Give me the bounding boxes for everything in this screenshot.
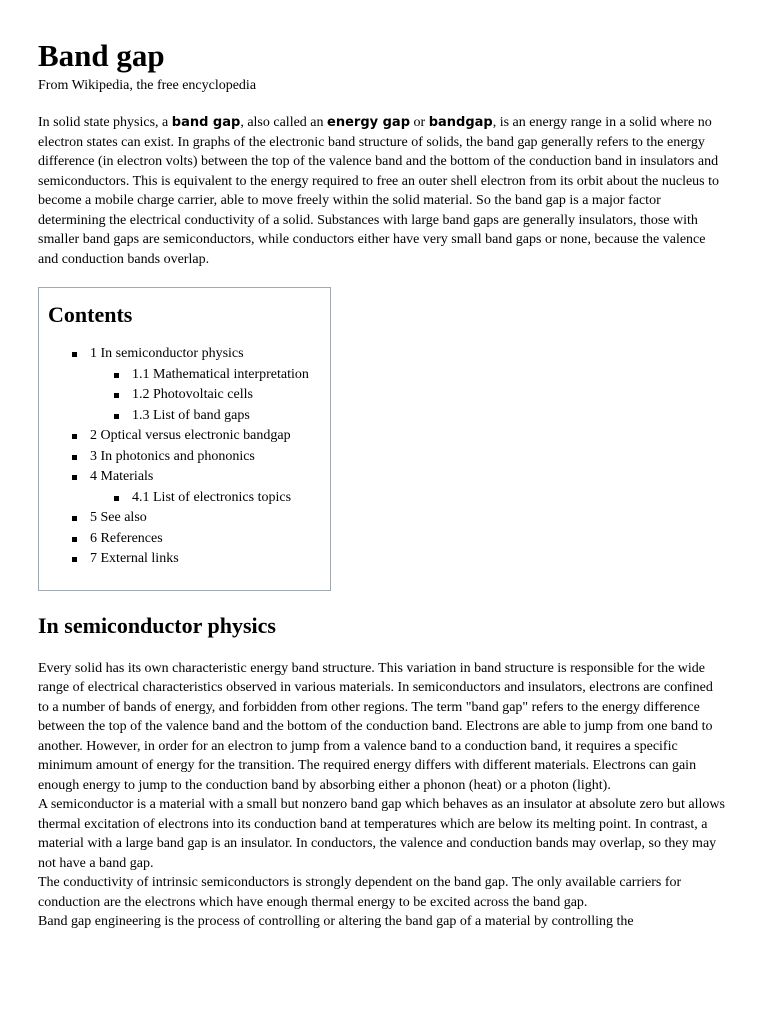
toc-sublist [90, 488, 330, 509]
toc-item-label[interactable]: 5 See also [90, 510, 147, 525]
toc-item-label[interactable]: 1 In semiconductor physics [90, 346, 244, 361]
bullet-icon [114, 393, 119, 398]
toc-item-label[interactable]: 3 In photonics and phononics [90, 448, 255, 464]
intro-paragraph [38, 113, 726, 269]
bullet-icon [114, 414, 119, 419]
bullet-icon [72, 455, 77, 460]
toc-item-label[interactable]: 7 External links [90, 551, 179, 566]
page-subtitle: From Wikipedia, the free encyclopedia [38, 78, 257, 93]
section-heading: In semiconductor physics [38, 612, 276, 638]
toc-item[interactable] [90, 447, 330, 468]
toc-subitem[interactable] [132, 385, 330, 406]
bullet-icon [72, 537, 77, 542]
toc-item-label[interactable]: 4 Materials [90, 469, 154, 484]
section-paragraph: A semiconductor is a material with a small but nonzero band gap which behaves as an insulator at absolute zero but allows thermal excitation of electrons into its conduction band at temperatures which are below its melting point. In contrast, a material with a large band gap is an insulator. In conductors, the valence and conduction bands may overlap, so they may not have a band gap. [38, 797, 725, 871]
toc-item[interactable] [90, 426, 330, 447]
toc-subitem[interactable] [132, 488, 330, 509]
toc-item[interactable] [90, 549, 330, 570]
toc-item-label[interactable]: 1.1 Mathematical interpretation [132, 366, 309, 382]
intro-bold-bandgap: bandgap [428, 115, 493, 130]
toc-item-label[interactable]: 1.3 List of band gaps [132, 407, 250, 423]
intro-text-2: , also called an [240, 115, 328, 130]
bullet-icon [72, 475, 77, 480]
toc-item[interactable] [90, 467, 330, 508]
table-of-contents [38, 287, 331, 591]
toc-heading: Contents [48, 302, 133, 327]
toc-item[interactable] [90, 529, 330, 550]
toc-subitem[interactable] [132, 365, 330, 386]
toc-subitem[interactable] [132, 406, 330, 427]
toc-item[interactable] [90, 508, 330, 529]
section-paragraph: Band gap engineering is the process of controlling or altering the band gap of a material by controlling the [38, 914, 634, 929]
intro-bold-band-gap: band gap [171, 115, 241, 130]
intro-bold-energy-gap: energy gap [327, 115, 411, 130]
toc-list [48, 344, 330, 570]
bullet-icon [72, 352, 77, 357]
bullet-icon [114, 496, 119, 501]
toc-sublist [90, 365, 330, 427]
section-paragraph: The conductivity of intrinsic semiconductors is strongly dependent on the band gap. The only available carriers for conduction are the electrons which have enough thermal energy to be excited across the band gap. [38, 875, 682, 910]
intro-text-4: , is an energy range in a solid where no electron states can exist. In graphs of the electronic band structure of solids, the band gap generally refers to the energy difference (in electron volts) between the top of the valence band and the bottom of the conduction band in insulators and semiconductors. This is equivalent to the energy required to free an outer shell electron from its orbit about the nucleus to become a mobile charge carrier, able to move freely within the solid material. So the band gap is a major factor determining the electrical conductivity of a solid. Substances with large band gaps are generally insulators, those with smaller band gaps are semiconductors, while conductors either have very small band gaps or none, because the valence and conduction bands overlap. [38, 115, 720, 267]
intro-text-3: or [410, 115, 429, 130]
toc-item-label[interactable]: 6 References [90, 530, 163, 546]
toc-item-label[interactable]: 2 Optical versus electronic bandgap [90, 428, 291, 443]
bullet-icon [72, 516, 77, 521]
bullet-icon [114, 373, 119, 378]
toc-item-label[interactable]: 4.1 List of electronics topics [132, 489, 292, 505]
bullet-icon [72, 434, 77, 439]
section-paragraph: Every solid has its own characteristic energy band structure. This variation in band structure is responsible for the wide range of electrical characteristics observed in various materials. In semiconductors and insulators, electrons are confined to a number of bands of energy, and forbidden from other regions. The term "band gap" refers to the energy difference between the top of the valence band and the bottom of the conduction band. Electrons are able to jump from one band to another. However, in order for an electron to jump from a valence band to a conduction band, it requires a specific minimum amount of energy for the transition. The required energy differs with different materials. Electrons can gain enough energy to jump to the conduction band by absorbing either a phonon (heat) or a photon (light). [38, 660, 713, 793]
intro-text-1: In solid state physics, a [38, 115, 172, 130]
toc-item[interactable] [90, 344, 330, 426]
bullet-icon [72, 557, 77, 562]
article [38, 38, 726, 932]
page-title: Band gap [38, 38, 165, 73]
toc-item-label[interactable]: 1.2 Photovoltaic cells [132, 387, 253, 402]
